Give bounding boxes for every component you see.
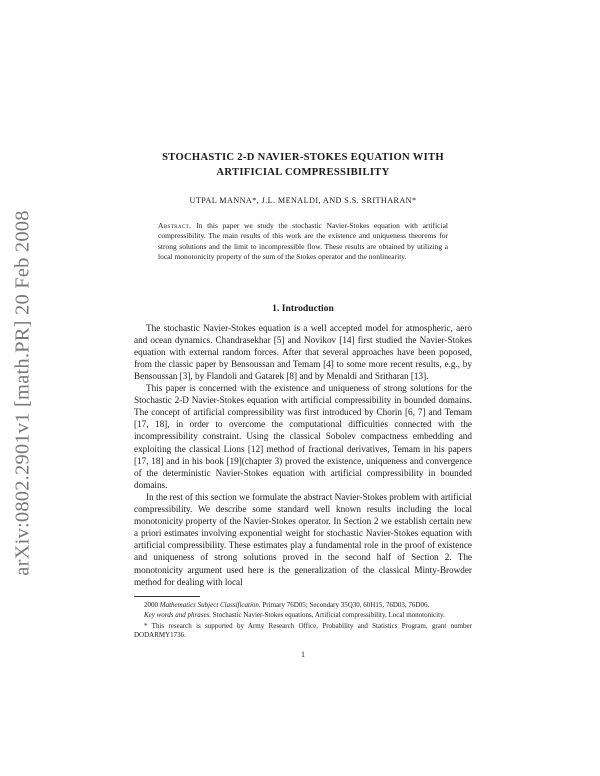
keywords-text: Stochastic Navier-Stokes equations, Artificial compressibility, Local monotonicity. <box>211 611 445 620</box>
arxiv-id: arXiv:0802.2901v1 [math.PR] 20 Feb 2008 <box>11 210 34 576</box>
intro-paragraph-1: The stochastic Navier-Stokes equation is a well accepted model for atmospheric, aero and ocean dynamics. Chandrasekhar [5] and Novikov [14] first studied the Navier-Stokes equation with external random forces. After that several approaches have been poposed, from the classic paper by Bensoussan and Temam [4] to some more recent results, e.g., by Bensoussan [3], by Flandoli and Gatarek [8] and by Menaldi and Sritharan [13]. <box>134 322 472 381</box>
msc-label: Mathematics Subject Classification. <box>159 600 261 609</box>
abstract <box>158 221 448 263</box>
abstract-label: Abstract. <box>158 221 192 230</box>
page-number: 1 <box>301 650 305 660</box>
keywords-label: Key words and phrases. <box>144 611 212 620</box>
abstract-text: In this paper we study the stochastic Navier-Stokes equation with artificial compressibility. The main results of this work are the existence and uniqueness theorems for strong solutions and the limit to incompressible flow. These results are obtained by utilizing a local monotonicity property of the sum of the Stokes operator and the nonlinearity. <box>158 221 449 262</box>
msc-text: Primary 76D05; Secondary 35Q30, 60H15, 76D03, 76D06. <box>260 600 430 609</box>
msc-prefix: 2000 <box>144 600 160 609</box>
intro-paragraph-3: In the rest of this section we formulate the abstract Navier-Stokes problem with artificial compressibility. We describe some standard well known results including the local monotonicity property of the Navier-Stokes operator. In Section 2 we establish certain new a priori estimates involving exponential weight for stochastic Navier-Stokes equation with artificial compressibility. These estimates play a fundamental role in the proof of existence and uniqueness of strong solutions proved in the second half of Section 2. The monotonicity argument used here is the generalization of the classical Minty-Browder method for dealing with local <box>134 491 472 587</box>
footnote-msc <box>134 601 472 610</box>
section-title: 1. Introduction <box>272 302 334 314</box>
title-line-2: ARTIFICIAL COMPRESSIBILITY <box>216 167 390 178</box>
intro-paragraph-2: This paper is concerned with the existence and uniqueness of strong solutions for the Stochastic 2-D Navier-Stokes equation with artificial compressibility in bounded domains. The concept of artificial compressibility was first introduced by Chorin [6, 7] and Temam [17, 18], in order to overcome the computational difficulties connected with the incompressibility constraint. Using the classical Sobolev compactness embedding and exploiting the classical Lions [12] method of fractional derivatives, Temam in his papers [17, 18] and in his book [19](chapter 3) proved the existence, uniqueness and convergence of the deterministic Navier-Stokes equation with artificial compressibility in bounded domains. <box>134 383 472 490</box>
paper-page <box>134 150 472 659</box>
paper-title <box>134 150 472 180</box>
authors: UTPAL MANNA*, J.L. MENALDI, AND S.S. SRITHARAN* <box>189 196 417 205</box>
title-line-1: STOCHASTIC 2-D NAVIER-STOKES EQUATION WITH <box>162 152 444 163</box>
footnote-support: * This research is supported by Army Research Office, Probability and Statistics Program, grant number DODARMY1736. <box>134 621 472 639</box>
footnote-keywords <box>134 611 472 620</box>
arxiv-sidebar-stamp <box>6 186 40 600</box>
footnote-divider <box>134 596 200 597</box>
